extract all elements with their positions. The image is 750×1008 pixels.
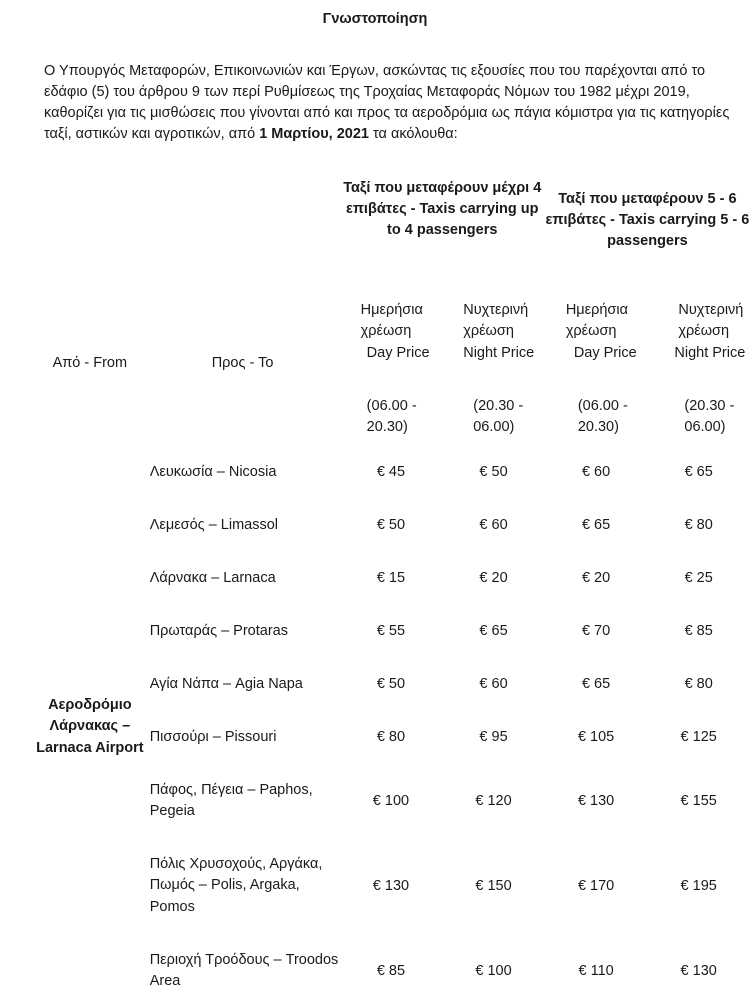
group-header-row [34, 172, 750, 281]
group-header-6-passengers: Ταξί που μεταφέρουν 5 - 6 επιβάτες - Taxis carrying 5 - 6 passengers [545, 191, 750, 249]
price-night4: € 150 [475, 877, 512, 894]
destination: Λάρνακα – Larnaca [149, 569, 276, 586]
price-day6: € 65 [581, 676, 611, 692]
price-day6: € 130 [577, 792, 615, 809]
night-label-gr: Νυχτερινή [678, 302, 744, 318]
price-night6: € 195 [680, 877, 717, 894]
price-day4: € 45 [376, 464, 406, 480]
day-hours: (06.00 - 20.30) [577, 397, 628, 436]
day-label-gr: Ημερήσια [360, 302, 423, 318]
column-header-from: Από - From [52, 355, 128, 371]
price-night6: € 25 [684, 570, 713, 586]
price-night6: € 155 [680, 792, 717, 809]
column-header-night-6 [647, 281, 750, 446]
day-label-charge: χρέωση [360, 323, 412, 340]
night-label-en: Night Price [674, 344, 746, 361]
column-header-day-4 [340, 281, 443, 446]
price-day4: € 15 [376, 570, 406, 586]
column-header-day-6 [545, 281, 648, 446]
origin-airport: Αεροδρόμιο Λάρνακας – Larnaca Airport [36, 697, 144, 756]
day-label-en: Day Price [573, 344, 637, 361]
price-day4: € 55 [376, 623, 406, 639]
price-day4: € 85 [376, 962, 406, 979]
sub-header-row [34, 281, 750, 446]
price-night4: € 65 [479, 623, 508, 639]
price-night4: € 95 [479, 729, 508, 745]
destination: Περιοχή Τροόδους – Troodos Area [149, 951, 339, 989]
price-night6: € 125 [680, 729, 717, 745]
intro-paragraph [44, 61, 738, 145]
price-night4: € 50 [479, 464, 508, 480]
price-night4: € 120 [475, 792, 512, 809]
day-label-charge: χρέωση [565, 323, 617, 340]
destination: Πάφος, Πέγεια – Paphos, Pegeia [149, 781, 313, 819]
price-day6: € 20 [581, 570, 611, 586]
price-day4: € 80 [376, 729, 406, 745]
intro-text: Ο Υπουργός Μεταφορών, Επικοινωνιών και Έργων, ασκώντας τις εξουσίες που του παρέχονται από το εδάφιο (5) του άρθρου 9 των περί Ρυθμίσεως της Τροχαίας Μεταφοράς Νόμων του 1982 μέχρι 2019, καθορίζει για τις μισθώσεις που γίνονται από και προς τα αεροδρόμια ως πάγια κόμιστρα για τις κατηγορίες ταξί, αστικών και αγροτικών, από [44, 63, 730, 142]
night-label-en: Night Price [463, 344, 535, 361]
price-day4: € 50 [376, 517, 406, 533]
price-day6: € 70 [581, 623, 611, 639]
night-hours: (20.30 - 06.00) [684, 397, 735, 436]
price-day6: € 170 [577, 877, 615, 894]
table-row [34, 446, 750, 499]
price-night6: € 80 [684, 517, 713, 533]
price-day4: € 130 [372, 877, 410, 894]
night-label-charge: χρέωση [463, 323, 514, 340]
night-hours: (20.30 - 06.00) [473, 397, 524, 436]
price-night6: € 65 [684, 464, 713, 480]
price-night4: € 100 [475, 962, 512, 979]
price-day6: € 65 [581, 517, 611, 533]
day-label-gr: Ημερήσια [565, 302, 628, 318]
destination: Λεμεσός – Limassol [149, 516, 279, 533]
destination: Πισσούρι – Pissouri [149, 728, 277, 745]
night-label-charge: χρέωση [678, 323, 730, 340]
fares-table [34, 172, 750, 1008]
price-night6: € 85 [684, 623, 713, 639]
group-header-4-passengers: Ταξί που μεταφέρουν μέχρι 4 επιβάτες - Taxis carrying up to 4 passengers [343, 180, 542, 238]
page-title: Γνωστοποίηση [322, 11, 428, 27]
price-day4: € 100 [372, 792, 410, 809]
column-header-to: Προς - Το [211, 355, 274, 371]
night-label-gr: Νυχτερινή [463, 302, 529, 318]
intro-text-end: τα ακόλουθα: [368, 126, 458, 142]
destination: Πόλις Χρυσοχούς, Αργάκα, Πωμός – Polis, Argaka, Pomos [149, 856, 323, 915]
column-header-night-4 [442, 281, 545, 446]
price-night6: € 80 [684, 676, 713, 692]
day-hours: (06.00 - 20.30) [366, 397, 417, 436]
price-day6: € 105 [577, 729, 615, 745]
price-day4: € 50 [376, 676, 406, 692]
price-night4: € 60 [479, 517, 508, 533]
destination: Πρωταράς – Protaras [149, 622, 288, 639]
effective-date: 1 Μαρτίου, 2021 [259, 126, 369, 142]
day-label-en: Day Price [366, 344, 430, 361]
price-day6: € 110 [578, 962, 614, 979]
price-day6: € 60 [581, 464, 611, 480]
destination: Αγία Νάπα – Agia Napa [149, 675, 303, 692]
price-night6: € 130 [680, 962, 717, 979]
destination: Λευκωσία – Nicosia [149, 463, 277, 480]
price-night4: € 60 [479, 676, 508, 692]
price-night4: € 20 [479, 570, 508, 586]
